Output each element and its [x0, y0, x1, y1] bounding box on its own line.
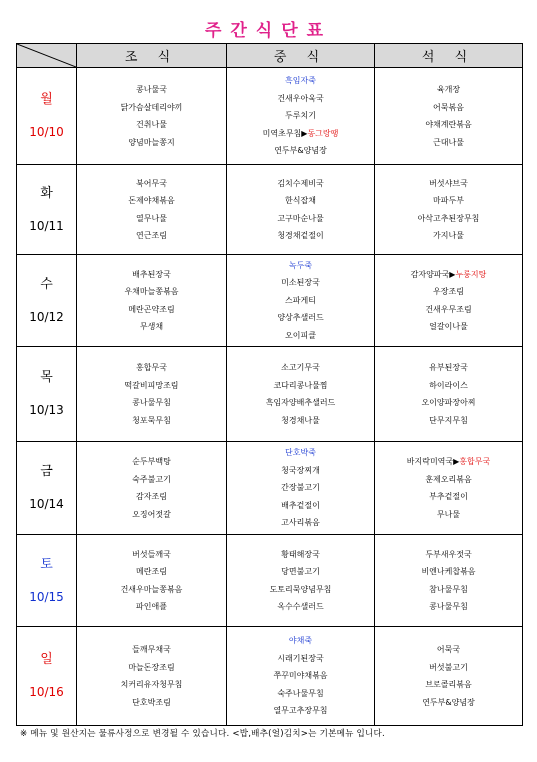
menu-item-text: 어묵국 — [436, 645, 461, 654]
menu-item-text: 브로콜리볶음 — [425, 680, 472, 689]
menu-item — [227, 90, 374, 108]
menu-item-text: 버섯불고기 — [429, 662, 468, 672]
menu-item — [375, 116, 522, 134]
menu-item — [227, 175, 374, 193]
menu-item — [77, 301, 226, 319]
menu-item-text: 미역초무침▶ — [262, 128, 308, 138]
menu-item — [227, 377, 374, 395]
lunch-cell — [227, 255, 375, 347]
menu-item — [227, 497, 374, 515]
footnote: ※ 메뉴 및 원산지는 물류사정으로 변경될 수 있습니다. <밥,배추(얼)김치>는 기본메뉴 입니다. — [20, 729, 385, 739]
menu-item — [227, 479, 374, 497]
day-name: 화 — [40, 185, 53, 201]
menu-item — [77, 394, 226, 412]
menu-item — [375, 134, 522, 152]
menu-item — [227, 462, 374, 480]
menu-item-text: 당면불고기 — [281, 567, 320, 576]
menu-item-text: 비엔나케찹볶음 — [421, 567, 476, 576]
menu-item — [227, 632, 374, 650]
menu-item — [77, 563, 226, 581]
menu-item-text: 숙주불고기 — [132, 474, 171, 484]
day-cell — [17, 68, 77, 165]
breakfast-cell — [77, 442, 227, 535]
menu-item — [227, 563, 374, 581]
menu-item-text: 시래기된장국 — [277, 653, 324, 663]
menu-item-text: 청경채겉절이 — [277, 231, 324, 240]
menu-item — [375, 412, 522, 430]
menu-item — [77, 506, 226, 524]
menu-item-text: 바지락미역국▶ — [406, 457, 460, 466]
menu-item-text: 무생채 — [139, 322, 164, 331]
menu-item — [77, 659, 226, 677]
menu-item — [375, 318, 522, 336]
menu-item — [77, 116, 226, 134]
day-cell — [17, 442, 77, 535]
day-row — [17, 165, 523, 255]
menu-item-text: 청국장찌개 — [281, 465, 320, 475]
day-name: 목 — [40, 370, 53, 385]
menu-item — [77, 134, 226, 152]
menu-item — [227, 142, 374, 160]
menu-item-text: 두부새우젓국 — [425, 549, 472, 559]
breakfast-cell — [77, 165, 227, 255]
menu-item-text: 콩나물무침 — [429, 602, 468, 611]
menu-item — [77, 581, 226, 599]
menu-item-text: 숙주나물무침 — [277, 688, 324, 698]
menu-item — [227, 257, 374, 275]
menu-item — [375, 676, 522, 694]
menu-item — [77, 283, 226, 301]
menu-item — [227, 227, 374, 245]
day-date: 10/15 — [29, 589, 64, 604]
menu-item-text: 야채죽 — [288, 636, 313, 646]
day-date: 10/11 — [29, 218, 64, 233]
menu-item-text: 코다리콩나물찜 — [273, 380, 328, 390]
menu-item — [227, 394, 374, 412]
menu-item — [227, 667, 374, 685]
menu-item — [375, 175, 522, 193]
lunch-cell — [227, 68, 375, 165]
menu-item-text: 버섯샤브국 — [429, 178, 468, 188]
day-date: 10/13 — [29, 403, 64, 417]
breakfast-cell — [77, 68, 227, 165]
day-row — [17, 442, 523, 535]
menu-item-text: 야채계란볶음 — [425, 120, 472, 129]
menu-item-text: 하이라이스 — [429, 380, 468, 390]
day-date: 10/12 — [29, 309, 64, 324]
menu-item-text: 간장불고기 — [281, 483, 320, 493]
header-dinner: 석 식 — [375, 44, 523, 68]
menu-item — [77, 227, 226, 245]
menu-item — [227, 598, 374, 616]
menu-item-text: 양념마늘쫑지 — [128, 137, 175, 147]
menu-item — [227, 125, 374, 143]
menu-item-text: 단호박죽 — [285, 448, 316, 458]
dinner-cell — [375, 627, 523, 726]
menu-item-text: 버섯들깨국 — [132, 549, 171, 559]
menu-item — [375, 283, 522, 301]
menu-item — [227, 292, 374, 310]
menu-item — [77, 377, 226, 395]
menu-item-text: 건새우아욱국 — [277, 93, 324, 103]
menu-item — [77, 99, 226, 117]
menu-item-text: 얼갈이나물 — [429, 322, 468, 331]
breakfast-cell — [77, 255, 227, 347]
menu-item-text: 배추겉절이 — [281, 500, 320, 510]
menu-item-text: 콩나물국 — [136, 85, 167, 94]
day-row — [17, 535, 523, 627]
menu-item — [375, 377, 522, 395]
menu-item — [77, 676, 226, 694]
menu-item-text: 흑임자죽 — [285, 76, 316, 86]
menu-item-text: 미소된장국 — [281, 278, 320, 288]
menu-item-text: 북어무국 — [136, 178, 167, 188]
menu-item-text: 참나물무침 — [429, 584, 468, 594]
menu-item-text: 김치수제비국 — [277, 178, 324, 188]
menu-item — [227, 650, 374, 668]
menu-item-text: 감자조림 — [136, 492, 167, 501]
menu-item-text: 유부된장국 — [429, 363, 468, 372]
menu-item-text: 스파게티 — [285, 295, 316, 305]
menu-item-text: 오징어젓갈 — [132, 509, 171, 519]
day-row — [17, 627, 523, 726]
menu-item-text: 건새우마늘쫑볶음 — [120, 584, 183, 594]
menu-item-alt-text: 홍합무국 — [459, 457, 491, 466]
day-cell — [17, 255, 77, 347]
corner-cell — [17, 44, 77, 68]
menu-item-text: 배추된장국 — [132, 269, 171, 279]
day-row — [17, 255, 523, 347]
day-date: 10/16 — [29, 685, 64, 699]
menu-item — [375, 359, 522, 377]
menu-item — [375, 659, 522, 677]
lunch-cell — [227, 627, 375, 726]
day-row — [17, 347, 523, 442]
menu-item — [77, 694, 226, 712]
menu-item — [77, 641, 226, 659]
breakfast-cell — [77, 347, 227, 442]
day-name: 토 — [40, 556, 53, 572]
day-cell — [17, 165, 77, 255]
lunch-cell — [227, 347, 375, 442]
menu-item — [227, 309, 374, 327]
day-date: 10/14 — [29, 497, 64, 511]
menu-item-text: 두루치기 — [285, 111, 316, 121]
menu-item — [375, 546, 522, 564]
weekly-menu-table — [16, 43, 523, 726]
menu-item — [227, 72, 374, 90]
menu-item-text: 건새우무조림 — [425, 304, 472, 314]
menu-item — [227, 546, 374, 564]
menu-item — [375, 301, 522, 319]
menu-item — [227, 444, 374, 462]
menu-item — [375, 99, 522, 117]
menu-item — [77, 453, 226, 471]
menu-item-text: 고사리볶음 — [281, 518, 320, 528]
menu-item — [77, 192, 226, 210]
menu-item-text: 양상추샐러드 — [277, 313, 324, 323]
menu-item — [77, 471, 226, 489]
dinner-cell — [375, 165, 523, 255]
day-name: 수 — [40, 276, 53, 292]
menu-item-text: 들깨무채국 — [132, 645, 171, 654]
menu-item — [77, 318, 226, 336]
menu-item — [375, 488, 522, 506]
menu-item-alt-text: 누룽지탕 — [455, 269, 487, 279]
dinner-cell — [375, 68, 523, 165]
menu-item-text: 단호박조림 — [132, 697, 171, 707]
menu-item — [227, 581, 374, 599]
menu-item — [227, 274, 374, 292]
menu-item — [227, 210, 374, 228]
header-lunch: 중 식 — [227, 44, 375, 68]
menu-item — [227, 192, 374, 210]
menu-item-text: 열무고추장무침 — [273, 706, 328, 716]
menu-item-text: 콩나물무침 — [132, 398, 171, 407]
menu-item — [227, 412, 374, 430]
menu-item — [227, 685, 374, 703]
lunch-cell — [227, 165, 375, 255]
menu-item-text: 파인애플 — [136, 602, 167, 611]
page-title: 주간식단표 — [204, 21, 333, 41]
menu-item — [375, 227, 522, 245]
menu-item-text: 옥수수샐러드 — [277, 602, 324, 611]
day-cell — [17, 627, 77, 726]
menu-item-text: 순두부백탕 — [132, 457, 171, 466]
menu-item-text: 한식잡채 — [285, 196, 316, 205]
menu-item-text: 근대나물 — [433, 137, 464, 147]
menu-item-text: 치커리유자청무침 — [120, 680, 183, 689]
menu-item-text: 쭈꾸미야채볶음 — [273, 671, 328, 681]
menu-item-text: 건취나물 — [136, 120, 167, 129]
menu-item — [77, 546, 226, 564]
menu-item — [77, 598, 226, 616]
dinner-cell — [375, 347, 523, 442]
menu-item — [375, 694, 522, 712]
menu-item-text: 메란조림 — [136, 567, 167, 576]
menu-item — [375, 598, 522, 616]
dinner-cell — [375, 255, 523, 347]
menu-item-text: 감자양파국▶ — [410, 269, 456, 279]
menu-item — [375, 453, 522, 471]
day-cell — [17, 535, 77, 627]
menu-item-text: 어묵볶음 — [433, 102, 464, 112]
dinner-cell — [375, 442, 523, 535]
menu-item — [375, 266, 522, 284]
menu-item-text: 마늘돈장조림 — [128, 662, 175, 672]
menu-item — [375, 506, 522, 524]
menu-item-text: 열무나물 — [136, 213, 167, 223]
menu-item-text: 부추겉절이 — [429, 492, 468, 501]
menu-item — [375, 192, 522, 210]
menu-item-text: 도토리묵양념무침 — [269, 584, 332, 594]
day-row — [17, 68, 523, 165]
menu-item-text: 연두부&양념장 — [274, 146, 327, 156]
menu-item-text: 단무지무침 — [429, 415, 468, 425]
menu-item-text: 무나물 — [436, 509, 461, 519]
menu-item — [227, 514, 374, 532]
breakfast-cell — [77, 535, 227, 627]
menu-item — [375, 563, 522, 581]
day-name: 일 — [40, 652, 53, 667]
day-date: 10/10 — [29, 125, 64, 139]
menu-item-text: 청경채나물 — [281, 415, 320, 425]
menu-item — [375, 81, 522, 99]
menu-item — [227, 107, 374, 125]
menu-item-text: 마파두부 — [433, 196, 464, 205]
day-name: 금 — [40, 464, 53, 479]
menu-item-text: 우장조림 — [433, 287, 464, 296]
menu-item-text: 메란곤약조림 — [128, 304, 175, 314]
menu-item — [77, 210, 226, 228]
menu-item — [77, 412, 226, 430]
menu-item-text: 돈제야채볶음 — [128, 196, 175, 205]
menu-item-text: 가지나물 — [433, 231, 464, 240]
breakfast-cell — [77, 627, 227, 726]
dinner-cell — [375, 535, 523, 627]
lunch-cell — [227, 535, 375, 627]
menu-item — [77, 359, 226, 377]
day-name: 월 — [40, 92, 53, 107]
menu-item — [375, 210, 522, 228]
menu-item — [227, 359, 374, 377]
menu-item-text: 연근조림 — [136, 231, 167, 240]
menu-item-text: 닭가슴살데리야끼 — [120, 102, 183, 112]
menu-item-text: 청포묵무침 — [132, 415, 171, 425]
menu-item — [375, 394, 522, 412]
menu-item — [375, 471, 522, 489]
lunch-cell — [227, 442, 375, 535]
menu-item — [375, 641, 522, 659]
menu-item-text: 떡갈비피망조림 — [124, 380, 179, 390]
header-breakfast: 조 식 — [77, 44, 227, 68]
menu-item-text: 흑임자양배추샐러드 — [265, 398, 336, 407]
menu-item — [227, 702, 374, 720]
menu-item — [77, 81, 226, 99]
menu-item-alt-text: 동그랑땡 — [307, 128, 339, 138]
menu-item-text: 아삭고추된장무침 — [417, 213, 480, 223]
menu-item-text: 소고기무국 — [281, 363, 320, 372]
menu-item-text: 홍합무국 — [136, 363, 167, 372]
menu-item-text: 녹두죽 — [288, 260, 313, 270]
menu-item — [375, 581, 522, 599]
menu-item — [77, 266, 226, 284]
menu-item-text: 훈제오리볶음 — [425, 474, 472, 484]
menu-item-text: 고구마순나물 — [277, 213, 324, 223]
menu-item-text: 육개장 — [436, 85, 461, 94]
menu-item-text: 황태해장국 — [281, 549, 320, 559]
menu-item-text: 오이양파장아찌 — [421, 398, 476, 407]
menu-item — [77, 488, 226, 506]
menu-item-text: 오이피클 — [285, 330, 316, 340]
menu-item-text: 연두부&양념장 — [422, 697, 475, 707]
menu-item-text: 우채마늘쫑볶음 — [124, 287, 179, 296]
day-cell — [17, 347, 77, 442]
menu-item — [77, 175, 226, 193]
menu-item — [227, 327, 374, 345]
